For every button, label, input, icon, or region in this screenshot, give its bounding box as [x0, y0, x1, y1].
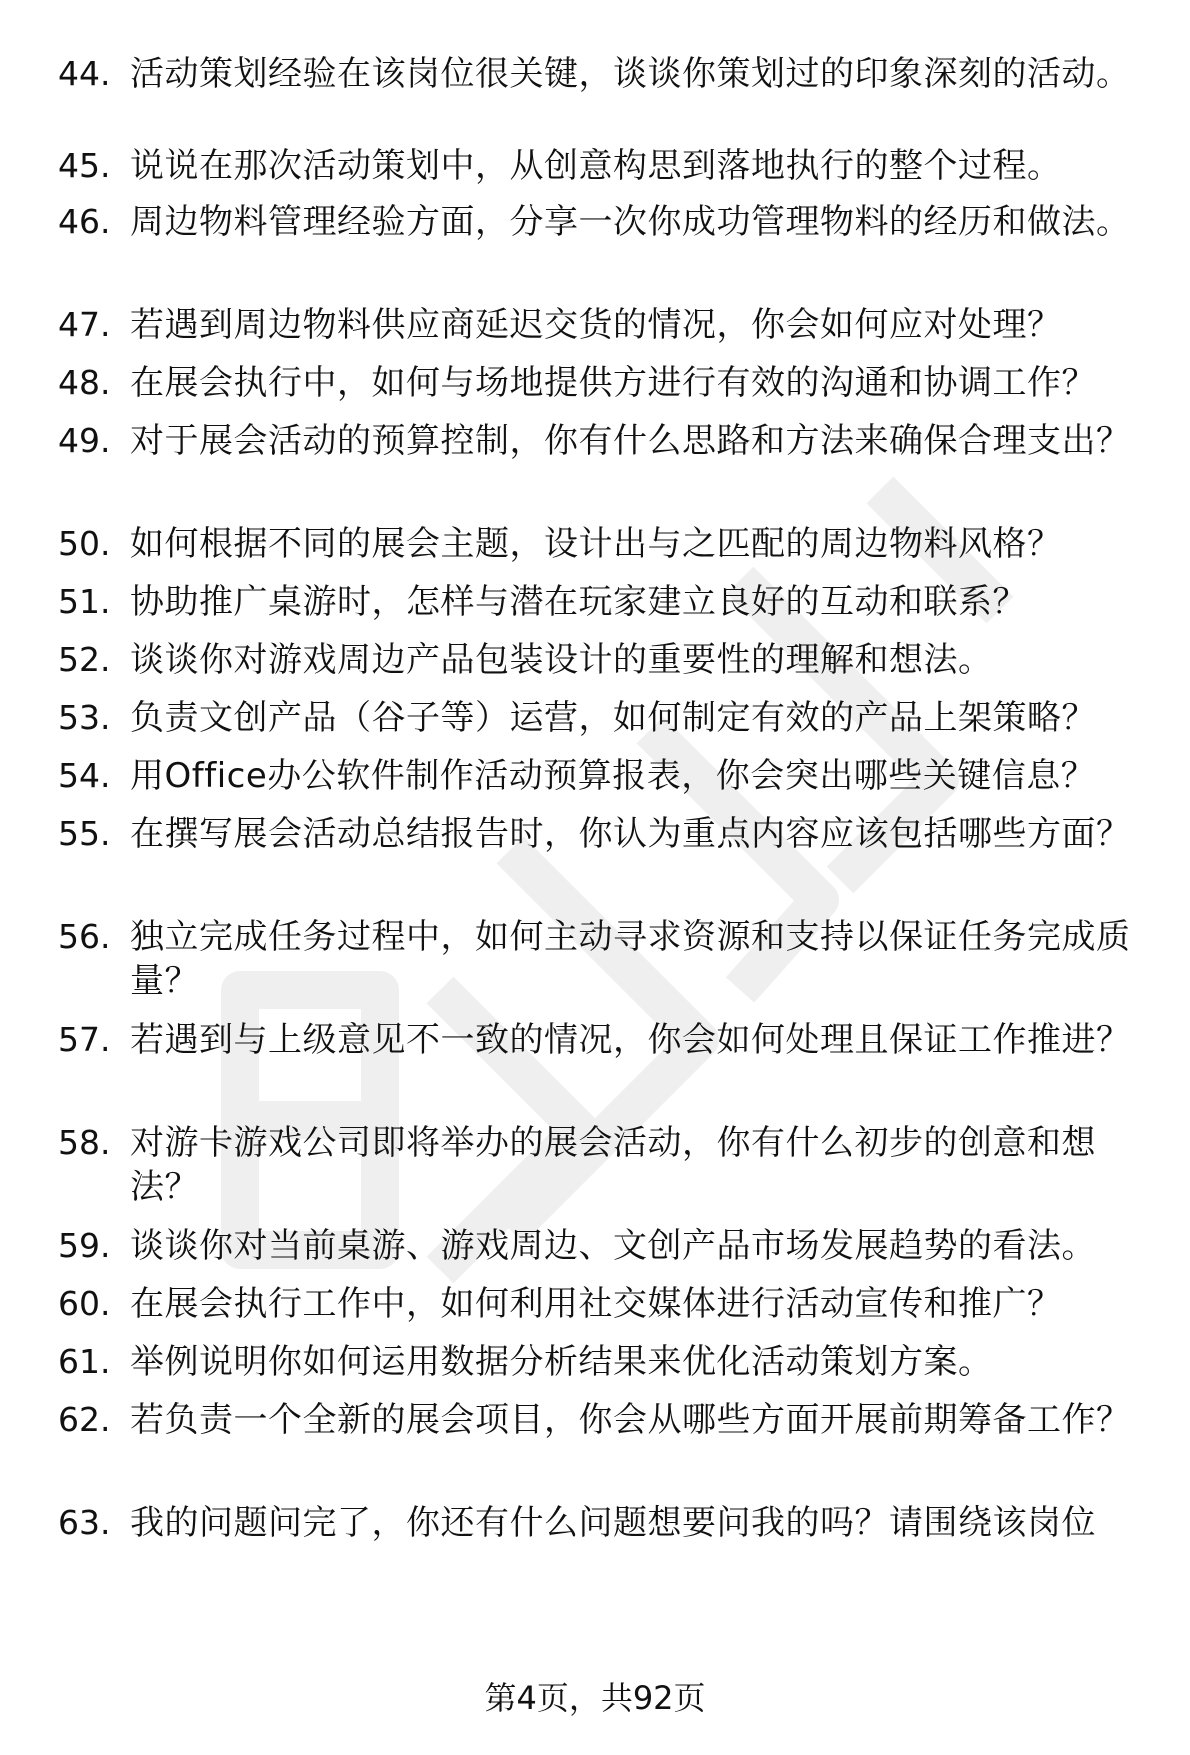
question-text: 用Office办公软件制作活动预算报表，你会突出哪些关键信息？ — [130, 756, 1096, 796]
question-number: 54. — [58, 756, 111, 795]
list-item — [0, 200, 1190, 303]
question-text: 对于展会活动的预算控制，你有什么思路和方法来确保合理支出？ — [130, 421, 1131, 461]
question-text: 我的问题问完了，你还有什么问题想要问我的吗？请围绕该岗位 — [130, 1503, 1096, 1543]
question-text: 对游卡游戏公司即将举办的展会活动，你有什么初步的创意和想法？ — [130, 1123, 1096, 1207]
list-item — [0, 580, 1190, 638]
list-item — [0, 1282, 1190, 1340]
question-number: 49. — [58, 421, 111, 460]
list-item — [0, 522, 1190, 580]
list-item — [0, 696, 1190, 754]
question-text: 谈谈你对当前桌游、游戏周边、文创产品市场发展趋势的看法。 — [130, 1226, 1096, 1266]
question-text: 在撰写展会活动总结报告时，你认为重点内容应该包括哪些方面？ — [130, 814, 1131, 854]
question-number: 53. — [58, 698, 111, 737]
question-number: 58. — [58, 1123, 111, 1162]
question-text: 在展会执行工作中，如何利用社交媒体进行活动宣传和推广？ — [130, 1284, 1062, 1324]
question-number: 63. — [58, 1503, 111, 1542]
question-text: 谈谈你对游戏周边产品包装设计的重要性的理解和想法。 — [130, 640, 993, 680]
question-number: 48. — [58, 363, 111, 402]
list-item — [0, 1501, 1190, 1551]
list-item — [0, 419, 1190, 522]
list-item — [0, 638, 1190, 696]
question-text: 若遇到与上级意见不一致的情况，你会如何处理且保证工作推进？ — [130, 1020, 1131, 1060]
question-list — [0, 52, 1190, 1551]
list-item — [0, 1224, 1190, 1282]
question-text: 周边物料管理经验方面，分享一次你成功管理物料的经历和做法。 — [130, 202, 1131, 242]
question-number: 56. — [58, 917, 111, 956]
question-text: 在展会执行中，如何与场地提供方进行有效的沟通和协调工作？ — [130, 363, 1096, 403]
question-text: 若负责一个全新的展会项目，你会从哪些方面开展前期筹备工作？ — [130, 1400, 1131, 1440]
list-item — [0, 361, 1190, 419]
list-item — [0, 52, 1190, 144]
question-number: 44. — [58, 54, 111, 93]
list-item — [0, 1121, 1190, 1224]
question-number: 51. — [58, 582, 111, 621]
question-number: 62. — [58, 1400, 111, 1439]
question-number: 60. — [58, 1284, 111, 1323]
question-text: 如何根据不同的展会主题，设计出与之匹配的周边物料风格？ — [130, 524, 1062, 564]
question-number: 50. — [58, 524, 111, 563]
question-text: 独立完成任务过程中，如何主动寻求资源和支持以保证任务完成质量？ — [130, 917, 1131, 1001]
list-item — [0, 144, 1190, 200]
question-text: 活动策划经验在该岗位很关键，谈谈你策划过的印象深刻的活动。 — [130, 54, 1131, 94]
question-text: 说说在那次活动策划中，从创意构思到落地执行的整个过程。 — [130, 146, 1062, 186]
question-text: 若遇到周边物料供应商延迟交货的情况，你会如何应对处理？ — [130, 305, 1062, 345]
question-number: 46. — [58, 202, 111, 241]
list-item — [0, 812, 1190, 915]
question-number: 47. — [58, 305, 111, 344]
question-text: 负责文创产品（谷子等）运营，如何制定有效的产品上架策略？ — [130, 698, 1096, 738]
list-item — [0, 1398, 1190, 1501]
question-number: 59. — [58, 1226, 111, 1265]
question-number: 52. — [58, 640, 111, 679]
list-item — [0, 754, 1190, 812]
list-item — [0, 303, 1190, 361]
question-number: 57. — [58, 1020, 111, 1059]
page-footer: 第4页，共92页 — [484, 1679, 706, 1717]
question-text: 举例说明你如何运用数据分析结果来优化活动策划方案。 — [130, 1342, 993, 1382]
question-number: 61. — [58, 1342, 111, 1381]
question-number: 45. — [58, 146, 111, 185]
question-number: 55. — [58, 814, 111, 853]
list-item — [0, 1018, 1190, 1121]
question-text: 协助推广桌游时，怎样与潜在玩家建立良好的互动和联系？ — [130, 582, 1027, 622]
list-item — [0, 1340, 1190, 1398]
list-item — [0, 915, 1190, 1018]
